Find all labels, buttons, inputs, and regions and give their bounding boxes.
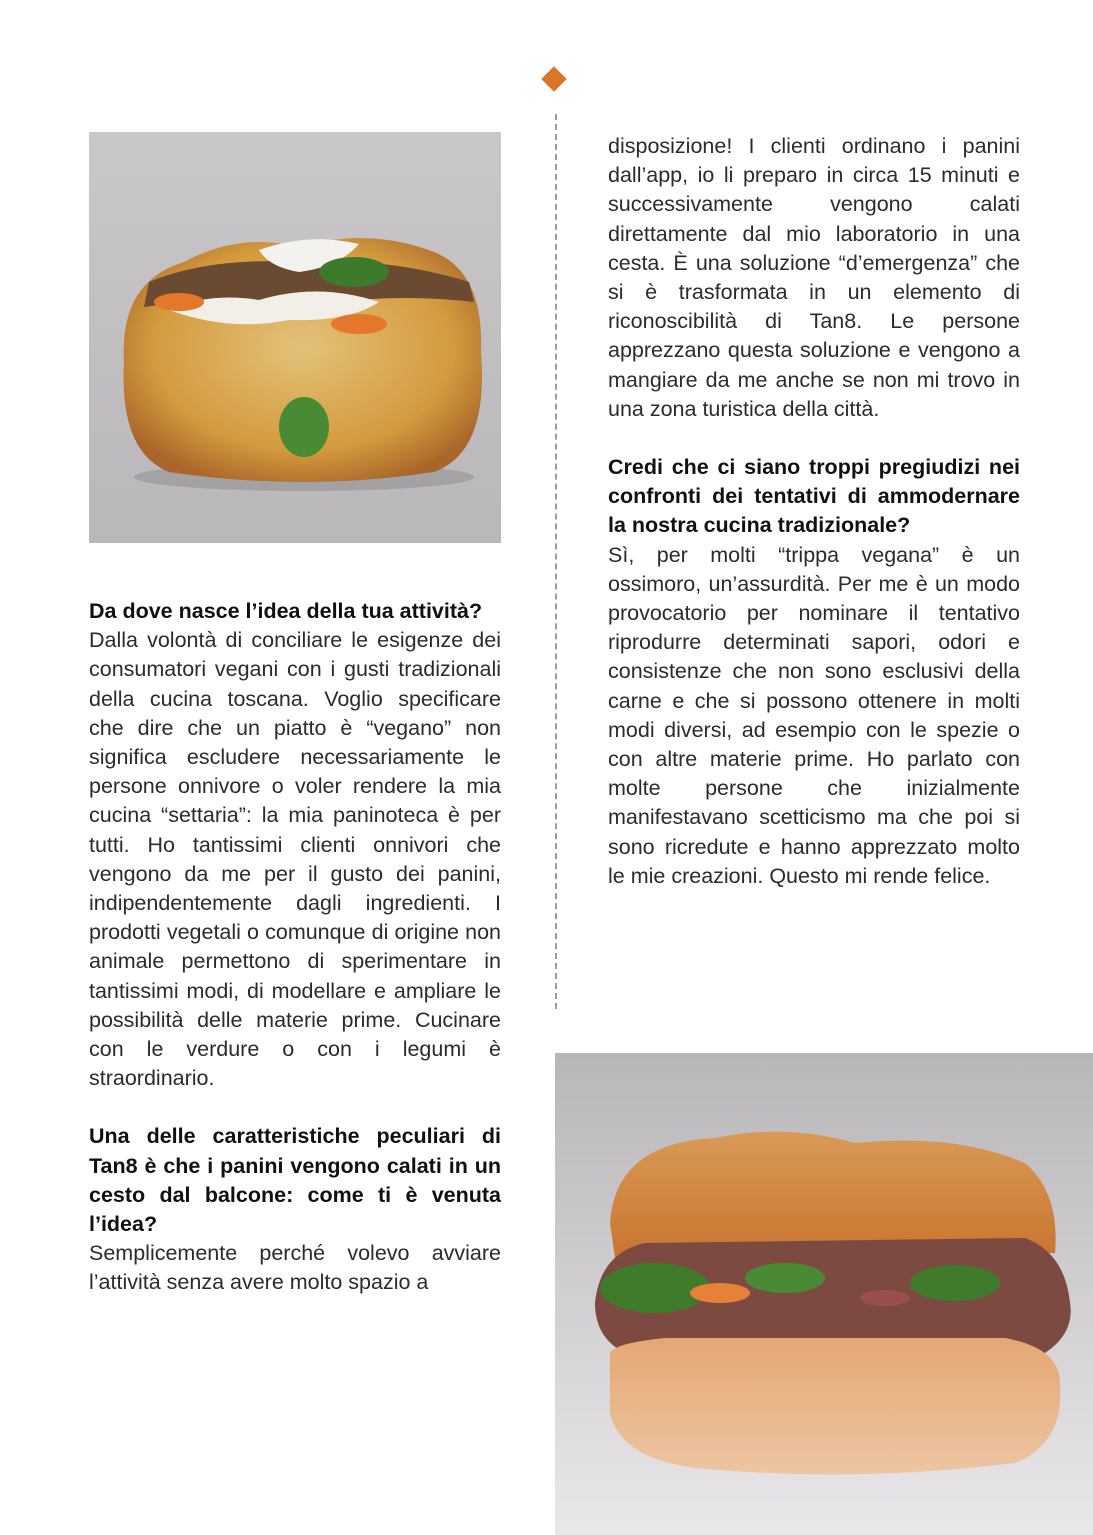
- sandwich-photo-top: [89, 132, 501, 543]
- answer-basket-balcony-start: Semplicemente perché volevo avviare l’attività senza avere molto spazio a: [89, 1241, 501, 1295]
- answer-basket-balcony-end: disposizione! I clienti ordinano i panini dall’app, io li preparo in circa 15 minuti e successivamente vengono calati direttamente dal mio laboratorio in una cesta. È una soluzione “d’emergenza” che si è trasformata in un elemento di riconoscibilità di Tan8. Le persone apprezzano questa soluzione e vengono a mangiare da me anche se non mi trovo in una zona turistica della città.: [608, 134, 1020, 421]
- question-basket-balcony: Una delle caratteristiche peculiari di Tan8 è che i panini vengono calati in un cesto dal balcone: come ti è venuta l’idea?: [89, 1124, 501, 1237]
- question-origin-idea: Da dove nasce l’idea della tua attività?: [89, 599, 483, 623]
- answer-origin-idea: Dalla volontà di conciliare le esigenze dei consumatori vegani con i gusti tradizionali della cucina toscana. Voglio specificare che dire che un piatto è “vegano” non significa escludere necessariamente le persone onnivore o voler rendere la mia cucina “settaria”: la mia paninoteca è per tutti. Ho tantissimi clienti onnivori che vengono da me per il gusto dei panini, indipendentemente dagli ingredienti. I prodotti vegetali o comunque di origine non animale permettono di sperimentare in tantissimi modi, di modellare e ampliare le possibilità delle materie prime. Cucinare con le verdure o con i legumi è straordinario.: [89, 628, 501, 1091]
- left-text-column: [89, 597, 501, 1298]
- column-divider: [555, 114, 557, 1009]
- sandwich-photo-bottom: [555, 1053, 1093, 1535]
- answer-prejudices: Sì, per molti “trippa vegana” è un ossimoro, un’assurdità. Per me è un modo provocatorio per nominare il tentativo riprodurre determinati sapori, odori e consistenze che non sono esclusivi della carne e che si possono ottenere in molti modi diversi, ad esempio con le spezie o con altre materie prime. Ho parlato con molte persone che inizialmente manifestavano scetticismo ma che poi si sono ricredute e hanno apprezzato molto le mie creazioni. Questo mi rende felice.: [608, 542, 1020, 888]
- question-prejudices: Credi che ci siano troppi pregiudizi nei confronti dei tentativi di ammodernare la nostra cucina tradizionale?: [608, 455, 1020, 538]
- decorative-diamond: [541, 66, 566, 91]
- right-text-column: [608, 132, 1020, 891]
